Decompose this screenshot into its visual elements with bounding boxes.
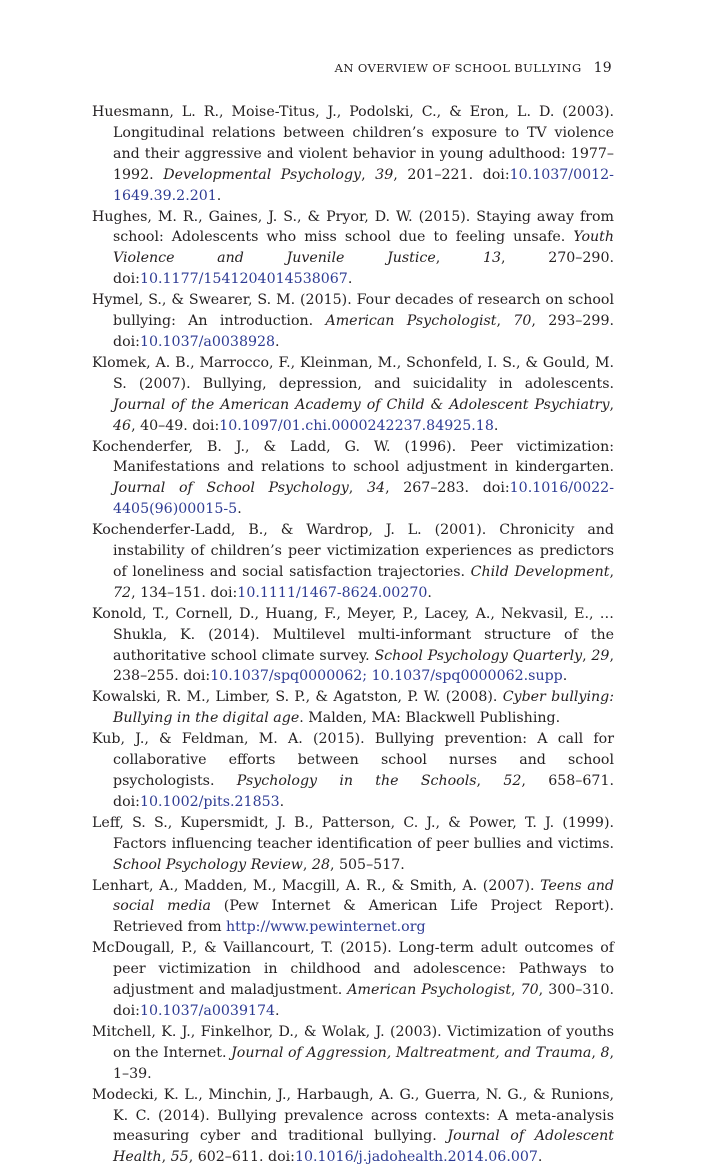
reference-italic-text: Teens and social media: [113, 877, 614, 915]
reference-text: McDougall, P., & Vaillancourt, T. (2015). Long-term adult outcomes of peer victimization in childhood and adolescence: Pathways to adjustment and maladjustment.: [92, 940, 614, 999]
doi-link[interactable]: 10.1016/j.jadohealth.2014.06.007: [294, 1149, 538, 1166]
reference-italic-text: 70: [513, 313, 532, 330]
reference-italic-text: American Psychologist: [347, 982, 512, 999]
page-number: 19: [593, 60, 612, 76]
reference-text: Modecki, K. L., Minchin, J., Harbaugh, A. G., Guerra, N. G., & Runions, K. C. (2014). Bullying prevalence across contexts: A meta-analysis measuring cyber and traditional bullying.: [92, 1086, 614, 1145]
reference-text: , 134–151. doi:: [131, 584, 238, 601]
reference-entry: [92, 290, 614, 353]
reference-text: .: [562, 668, 568, 685]
reference-text: ,: [361, 166, 376, 183]
reference-italic-text: 13: [482, 250, 502, 267]
reference-text: ,: [435, 250, 483, 267]
reference-text: .: [347, 271, 353, 288]
reference-entry: [92, 1022, 614, 1085]
reference-italic-text: Journal of School Psychology: [113, 480, 349, 497]
reference-text: ,: [609, 563, 614, 580]
reference-entry: [92, 102, 614, 207]
reference-text: .: [275, 1002, 280, 1019]
reference-text: .: [493, 417, 499, 434]
reference-italic-text: Child Development: [470, 563, 610, 580]
reference-text: .: [275, 333, 280, 350]
reference-text: . Malden, MA: Blackwell Publishing.: [299, 710, 561, 727]
doi-link[interactable]: 10.1177/1541204014538067: [139, 271, 348, 288]
doi-link[interactable]: http://www.pewinternet.org: [226, 919, 426, 936]
running-head: [335, 60, 612, 76]
reference-list: [92, 102, 614, 1168]
doi-link[interactable]: 10.1037/a0038928: [139, 333, 276, 350]
running-head-title: AN OVERVIEW OF SCHOOL BULLYING: [334, 61, 582, 75]
reference-text: Lenhart, A., Madden, M., Macgill, A. R., & Smith, A. (2007).: [92, 877, 541, 894]
reference-text: Leff, S. S., Kupersmidt, J. B., Patterson, C. J., & Power, T. J. (1999). Factors influencing teacher identification of peer bullies and victims.: [92, 814, 614, 852]
doi-link[interactable]: 10.1097/01.chi.0000242237.84925.18: [219, 417, 494, 434]
reference-text: Kowalski, R. M., Limber, S. P., & Agatston, P. W. (2008).: [92, 689, 503, 706]
doi-link[interactable]: 10.1037/0012-1649.39.2.201: [113, 166, 614, 204]
reference-italic-text: 55: [170, 1149, 189, 1166]
reference-text: , 270–290. doi:: [113, 250, 614, 288]
reference-text: ,: [496, 313, 514, 330]
doi-link[interactable]: 10.1037/spq0000062; 10.1037/spq0000062.supp: [210, 668, 563, 685]
reference-entry: [92, 687, 614, 729]
reference-text: Hymel, S., & Swearer, S. M. (2015). Four decades of research on school bullying: An introduction.: [92, 292, 614, 330]
reference-italic-text: 46: [113, 417, 132, 434]
reference-text: ,: [161, 1149, 171, 1166]
reference-italic-text: 72: [113, 584, 132, 601]
reference-entry: [92, 729, 614, 813]
reference-text: .: [427, 584, 432, 601]
reference-text: Konold, T., Cornell, D., Huang, F., Meyer, P., Lacey, A., Nekvasil, E., … Shukla, K. (2014). Multilevel multi-informant structure of the authoritative school climate survey.: [92, 605, 614, 664]
reference-entry: [92, 437, 614, 521]
reference-text: .: [237, 501, 242, 518]
reference-text: ,: [302, 856, 312, 873]
reference-italic-text: Youth Violence and Juvenile Justice: [113, 229, 614, 267]
doi-link[interactable]: 10.1002/pits.21853: [139, 793, 280, 810]
reference-text: , 293–299. doi:: [113, 313, 614, 350]
reference-text: , 267–283. doi:: [385, 480, 510, 497]
reference-italic-text: 8: [600, 1044, 610, 1061]
reference-entry: [92, 876, 614, 939]
reference-text: .: [537, 1149, 543, 1166]
reference-entry: [92, 938, 614, 1022]
reference-text: ,: [348, 480, 367, 497]
reference-italic-text: Journal of Aggression, Maltreatment, and Trauma: [231, 1044, 592, 1061]
reference-text: , 201–221. doi:: [393, 166, 510, 183]
reference-italic-text: Developmental Psychology: [163, 166, 362, 183]
reference-italic-text: School Psychology Quarterly: [374, 647, 583, 664]
reference-text: Kochenderfer, B. J., & Ladd, G. W. (1996). Peer victimization: Manifestations and relations to school adjustment in kindergarten.: [92, 438, 614, 476]
reference-italic-text: 70: [520, 982, 539, 999]
reference-text: , 602–611. doi:: [188, 1149, 295, 1166]
reference-text: ,: [476, 773, 504, 789]
reference-italic-text: Psychology in the Schools: [236, 773, 477, 789]
reference-italic-text: 29: [591, 647, 610, 664]
reference-text: ,: [582, 647, 592, 664]
reference-text: , 658–671. doi:: [113, 773, 614, 810]
reference-italic-text: 34: [367, 480, 386, 497]
reference-italic-text: 52: [503, 773, 522, 789]
reference-italic-text: Cyber bullying: Bullying in the digital age: [113, 689, 614, 727]
reference-text: ,: [591, 1044, 601, 1061]
reference-text: (Pew Internet & American Life Project Report). Retrieved from: [113, 898, 614, 936]
reference-text: , 505–517.: [329, 856, 405, 873]
doi-link[interactable]: 10.1111/1467-8624.00270: [237, 584, 428, 601]
reference-italic-text: American Psychologist: [325, 313, 497, 330]
reference-italic-text: 28: [311, 856, 330, 873]
reference-text: ,: [609, 396, 614, 413]
reference-text: , 1–39.: [113, 1044, 614, 1082]
reference-text: , 300–310. doi:: [113, 982, 614, 1019]
reference-text: , 40–49. doi:: [131, 417, 220, 434]
reference-entry: [92, 604, 614, 688]
reference-italic-text: 39: [375, 166, 394, 183]
reference-text: Kochenderfer-Ladd, B., & Wardrop, J. L. (2001). Chronicity and instability of children’s peer victimization experiences as predictors of loneliness and social satisfaction trajectories.: [92, 522, 614, 580]
reference-text: .: [216, 187, 222, 204]
reference-italic-text: Journal of Adolescent Health: [113, 1128, 614, 1166]
reference-text: ,: [511, 982, 521, 999]
reference-entry: [92, 207, 614, 291]
doi-link[interactable]: 10.1016/0022-4405(96)00015-5: [113, 480, 614, 518]
reference-entry: [92, 520, 614, 604]
reference-text: .: [279, 793, 285, 810]
reference-entry: [92, 1085, 614, 1168]
reference-text: Huesmann, L. R., Moise-Titus, J., Podolski, C., & Eron, L. D. (2003). Longitudinal relations between children’s exposure to TV violence and their aggressive and violent behavior in young adulthood: 1977–1992.: [92, 104, 614, 183]
reference-text: Kub, J., & Feldman, M. A. (2015). Bullying prevention: A call for collaborative efforts between school nurses and school psychologists.: [92, 731, 614, 789]
reference-text: Hughes, M. R., Gaines, J. S., & Pryor, D. W. (2015). Staying away from school: Adolescents who miss school due to feeling unsafe.: [92, 208, 614, 246]
reference-text: Klomek, A. B., Marrocco, F., Kleinman, M., Schonfeld, I. S., & Gould, M. S. (2007). Bullying, depression, and suicidality in adolescents.: [92, 354, 614, 392]
reference-entry: [92, 813, 614, 876]
reference-text: Mitchell, K. J., Finkelhor, D., & Wolak, J. (2003). Victimization of youths on the Internet.: [92, 1023, 614, 1061]
reference-text: , 238–255. doi:: [113, 647, 614, 685]
reference-italic-text: School Psychology Review: [113, 856, 303, 873]
reference-entry: [92, 353, 614, 437]
reference-italic-text: Journal of the American Academy of Child & Adolescent Psychiatry: [113, 396, 610, 413]
doi-link[interactable]: 10.1037/a0039174: [139, 1002, 276, 1019]
